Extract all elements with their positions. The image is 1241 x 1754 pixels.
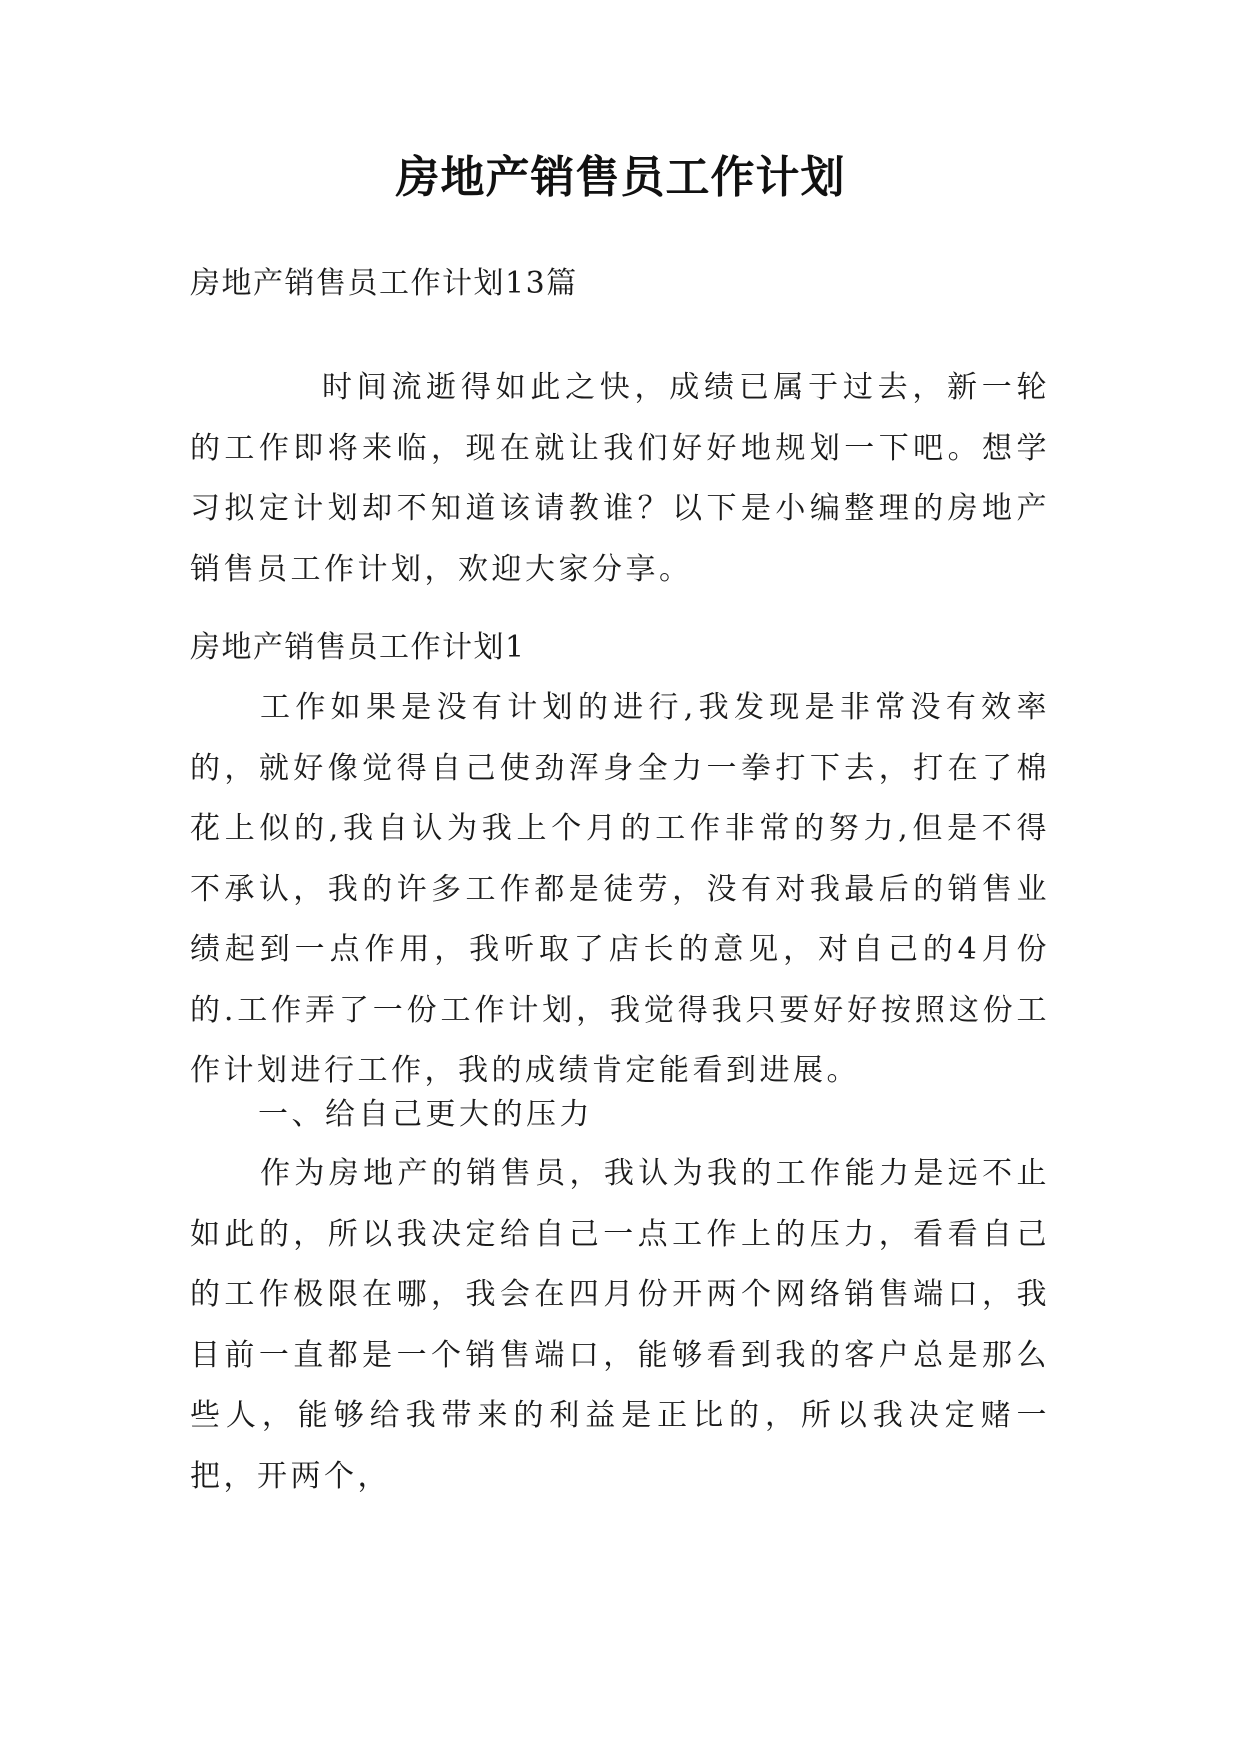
body-paragraph: 工作如果是没有计划的进行,我发现是非常没有效率的，就好像觉得自己使劲浑身全力一拳打下去，打在了棉花上似的,我自认为我上个月的工作非常的努力,但是不得不承认，我的许多工作都是徒劳，没有对我最后的销售业绩起到一点作用，我听取了店长的意见，对自己的4月份的.工作弄了一份工作计划，我觉得我只要好好按照这份工作计划进行工作，我的成绩肯定能看到进展。: [190, 690, 1050, 1088]
body-paragraph-2: 作为房地产的销售员，我认为我的工作能力是远不止如此的，所以我决定给自己一点工作上的压力，看看自己的工作极限在哪，我会在四月份开两个网络销售端口，我目前一直都是一个销售端口，能够看到我的客户总是那么些人，能够给我带来的利益是正比的，所以我决定赌一把，开两个，: [190, 1156, 1050, 1494]
section-title: 房地产销售员工作计划1: [190, 630, 526, 665]
document-title: 房地产销售员工作计划: [395, 152, 846, 203]
section-heading: 一、给自己更大的压力: [258, 1097, 593, 1132]
document-subtitle: 房地产销售员工作计划13篇: [190, 266, 578, 301]
intro-paragraph: 时间流逝得如此之快，成绩已属于过去，新一轮的工作即将来临，现在就让我们好好地规划一下吧。想学习拟定计划却不知道该请教谁？以下是小编整理的房地产销售员工作计划，欢迎大家分享。: [190, 370, 1050, 587]
